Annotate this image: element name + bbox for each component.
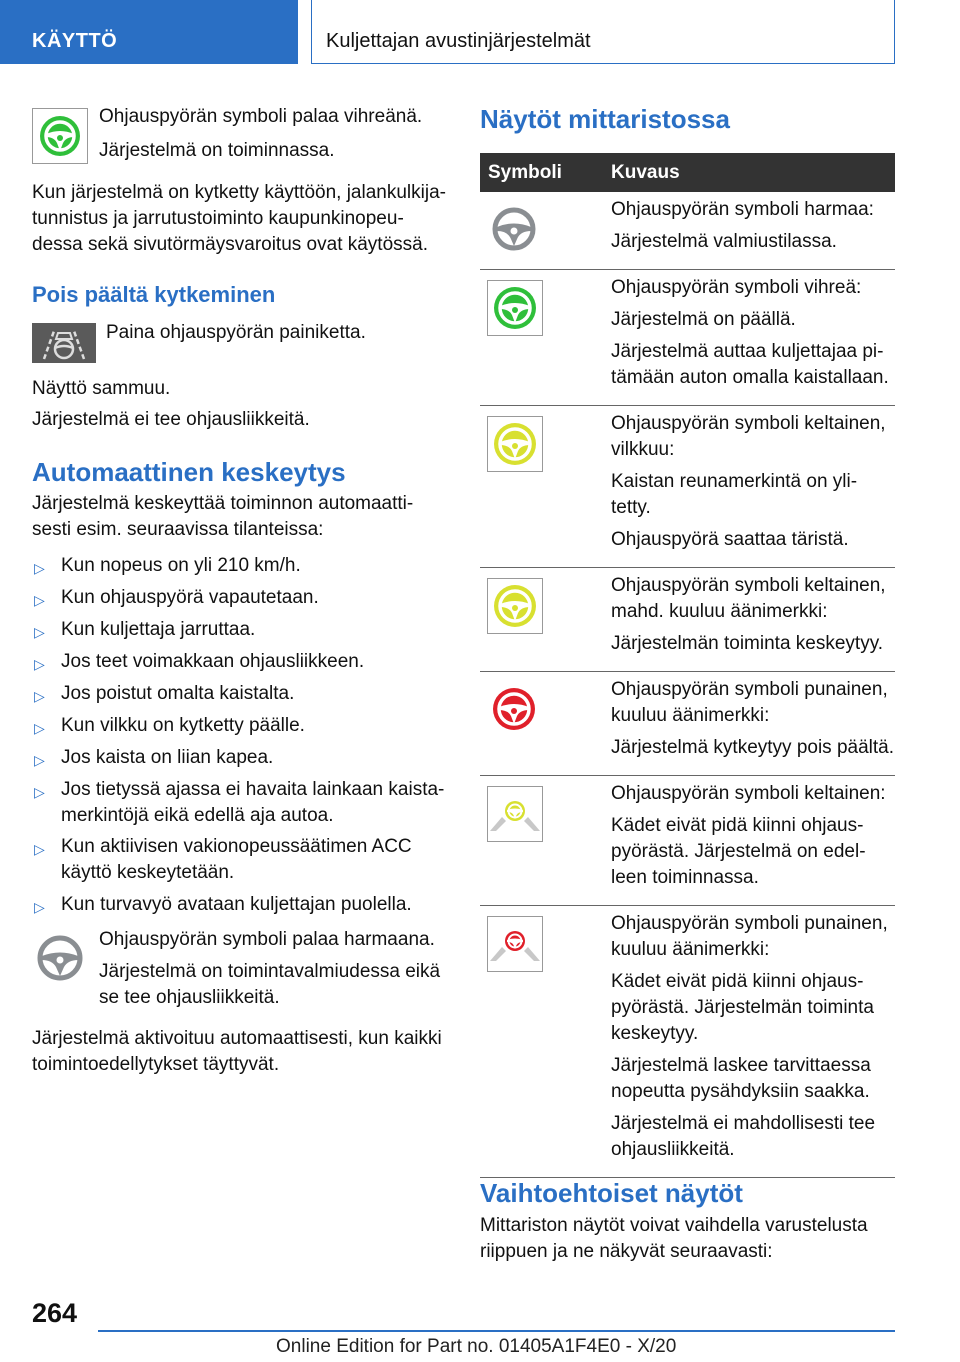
auto-heading: Automaattinen keskeytys [32, 457, 346, 487]
off-result-1: Näyttö sammuu. [32, 378, 171, 399]
list-item-text [61, 892, 452, 918]
symbol-cell [480, 192, 607, 270]
list-item-text [61, 834, 452, 886]
description-cell [607, 568, 895, 672]
description-text: Ohjauspyörän symboli punainen, kuuluu äänimerkki: [611, 679, 888, 726]
edition-text: Online Edition for Part no. 01405A1F4E0 - X/20 [276, 1336, 677, 1357]
description-text: Ohjauspyörän symboli keltainen, mahd. kuuluu äänimerkki: [611, 575, 886, 622]
table-row [480, 270, 895, 406]
text-line: Jos poistut omalta kaistalta. [61, 683, 295, 704]
text-line: Kun ohjauspyörä vapautetaan. [61, 587, 319, 608]
text-line: Kun kuljettaja jarruttaa. [61, 619, 256, 640]
grey-icon-text [99, 927, 449, 1011]
text-line: Ohjauspyörän symboli palaa harmaana. [99, 929, 435, 950]
text-line: sesti esim. seuraavissa tilanteissa: [32, 519, 324, 540]
table-header-row [480, 153, 895, 192]
text-line: toimintoedellytykset täyttyvät. [32, 1054, 280, 1075]
text-line: se tee ohjausliikkeitä. [99, 987, 280, 1008]
text-line: riippuen ja ne näkyvät seuraavasti: [480, 1241, 773, 1262]
triangle-bullet-icon: ▷ [34, 720, 45, 736]
text-line: Järjestelmä aktivoituu automaattisesti, kun kaikki [32, 1028, 442, 1049]
text-line: Järjestelmä keskeyttää toiminnon automaatti- [32, 493, 414, 514]
description-text: Kädet eivät pidä kiinni ohjaus-pyörästä. Järjestelmä on edel-leen toiminnassa. [611, 815, 866, 888]
steering-wheel-green-icon [32, 108, 88, 164]
table-row [480, 192, 895, 270]
off-result-2: Järjestelmä ei tee ohjausliikkeitä. [32, 409, 310, 430]
text-line: dessa sekä sivutörmäysvaroitus ovat käytössä. [32, 234, 429, 255]
symbol-cell [480, 568, 607, 672]
auto-intro [32, 491, 452, 543]
description-text: Ohjauspyörän symboli keltainen, vilkkuu: [611, 413, 886, 460]
display-heading: Näytöt mittaristossa [480, 104, 730, 134]
intro-paragraph [32, 180, 452, 258]
green-icon-text-1: Ohjauspyörän symboli palaa vihreänä. [99, 106, 423, 127]
symbol-cell [480, 906, 607, 1178]
symbol-cell [480, 672, 607, 776]
table-row [480, 406, 895, 568]
steering-wheel-red-icon [487, 682, 543, 738]
triangle-bullet-icon: ▷ [34, 752, 45, 768]
triangle-bullet-icon: ▷ [34, 899, 45, 915]
triangle-bullet-icon: ▷ [34, 624, 45, 640]
table-row [480, 776, 895, 906]
closing-paragraph [32, 1026, 452, 1078]
page-number: 264 [32, 1298, 78, 1328]
list-item-text [61, 553, 452, 579]
hands-on-wheel-yellow-icon [487, 786, 543, 842]
steering-wheel-green-icon [487, 280, 543, 336]
list-item-text [61, 713, 452, 739]
description-cell [607, 270, 895, 406]
description-text: Ohjauspyörä saattaa täristä. [611, 529, 849, 550]
page-header [0, 0, 960, 66]
triangle-bullet-icon: ▷ [34, 592, 45, 608]
description-text: Kaistan reunamerkintä on yli-tetty. [611, 471, 858, 518]
triangle-bullet-icon: ▷ [34, 560, 45, 576]
text-line: Järjestelmä on toimintavalmiudessa eikä [99, 961, 441, 982]
text-line: Kun nopeus on yli 210 km/h. [61, 555, 301, 576]
column-header-symbol: Symboli [480, 153, 607, 192]
text-line: Kun aktiivisen vakionopeussäätimen ACC [61, 836, 412, 857]
description-cell [607, 906, 895, 1178]
symbol-cell [480, 270, 607, 406]
table-row [480, 568, 895, 672]
list-item-text [61, 617, 452, 643]
list-item-text [61, 681, 452, 707]
footer-rule [98, 1330, 895, 1332]
description-text: Ohjauspyörän symboli harmaa: [611, 199, 874, 220]
description-cell [607, 406, 895, 568]
triangle-bullet-icon: ▷ [34, 841, 45, 857]
chapter-title: Kuljettajan avustinjärjestelmät [311, 0, 895, 64]
description-text: Järjestelmä on päällä. [611, 309, 796, 330]
description-cell [607, 776, 895, 906]
description-text: Ohjauspyörän symboli punainen, kuuluu äänimerkki: [611, 913, 888, 960]
text-line: Kun vilkku on kytketty päälle. [61, 715, 305, 736]
text-line: Jos kaista on liian kapea. [61, 747, 274, 768]
description-text: Kädet eivät pidä kiinni ohjaus-pyörästä. Järjestelmän toiminta keskeytyy. [611, 971, 874, 1044]
description-cell [607, 672, 895, 776]
text-line: Jos tietyssä ajassa ei havaita lainkaan kaista- [61, 779, 445, 800]
steering-wheel-yellow-icon [487, 578, 543, 634]
text-line: Kun järjestelmä on kytketty käyttöön, jalankulkija- [32, 182, 446, 203]
triangle-bullet-icon: ▷ [34, 784, 45, 800]
alt-heading: Vaihtoehtoiset näytöt [480, 1178, 743, 1208]
symbol-cell [480, 406, 607, 568]
steering-wheel-grey-icon [32, 930, 88, 986]
description-text: Ohjauspyörän symboli keltainen: [611, 783, 886, 804]
list-item-text [61, 745, 452, 771]
list-item-text [61, 777, 452, 829]
off-heading: Pois päältä kytkeminen [32, 282, 276, 307]
description-text: Järjestelmän toiminta keskeytyy. [611, 633, 884, 654]
alt-paragraph [480, 1213, 895, 1265]
green-icon-text-2: Järjestelmä on toiminnassa. [99, 140, 335, 161]
lane-assist-button-icon [32, 323, 96, 363]
description-text: Järjestelmä auttaa kuljettajaa pi-tämään auton omalla kaistallaan. [611, 341, 889, 388]
text-line: merkintöjä eikä edellä aja autoa. [61, 805, 334, 826]
steering-wheel-grey-icon [487, 202, 543, 258]
triangle-bullet-icon: ▷ [34, 656, 45, 672]
table-row [480, 672, 895, 776]
off-instruction: Paina ohjauspyörän painiketta. [106, 322, 366, 343]
column-header-description: Kuvaus [607, 153, 895, 192]
list-item-text [61, 649, 452, 675]
symbol-cell [480, 776, 607, 906]
description-text: Järjestelmä valmiustilassa. [611, 231, 837, 252]
description-cell [607, 192, 895, 270]
text-line: tunnistus ja jarrutustoiminto kaupunkinopeu- [32, 208, 404, 229]
description-text: Järjestelmä laskee tarvittaessa nopeutta pysähdyksiin saakka. [611, 1055, 871, 1102]
hands-on-wheel-red-icon [487, 916, 543, 972]
text-line: käyttö keskeytetään. [61, 862, 235, 883]
symbol-table [480, 153, 895, 1178]
steering-wheel-yellow-icon [487, 416, 543, 472]
description-text: Ohjauspyörän symboli vihreä: [611, 277, 862, 298]
text-line: Mittariston näytöt voivat vaihdella varustelusta [480, 1215, 868, 1236]
table-row [480, 906, 895, 1178]
description-text: Järjestelmä kytkeytyy pois päältä. [611, 737, 895, 758]
section-tab: KÄYTTÖ [0, 0, 298, 64]
text-line: Jos teet voimakkaan ohjausliikkeen. [61, 651, 365, 672]
triangle-bullet-icon: ▷ [34, 688, 45, 704]
text-line: Kun turvavyö avataan kuljettajan puolella. [61, 894, 412, 915]
list-item-text [61, 585, 452, 611]
description-text: Järjestelmä ei mahdollisesti tee ohjausliikkeitä. [611, 1113, 876, 1160]
